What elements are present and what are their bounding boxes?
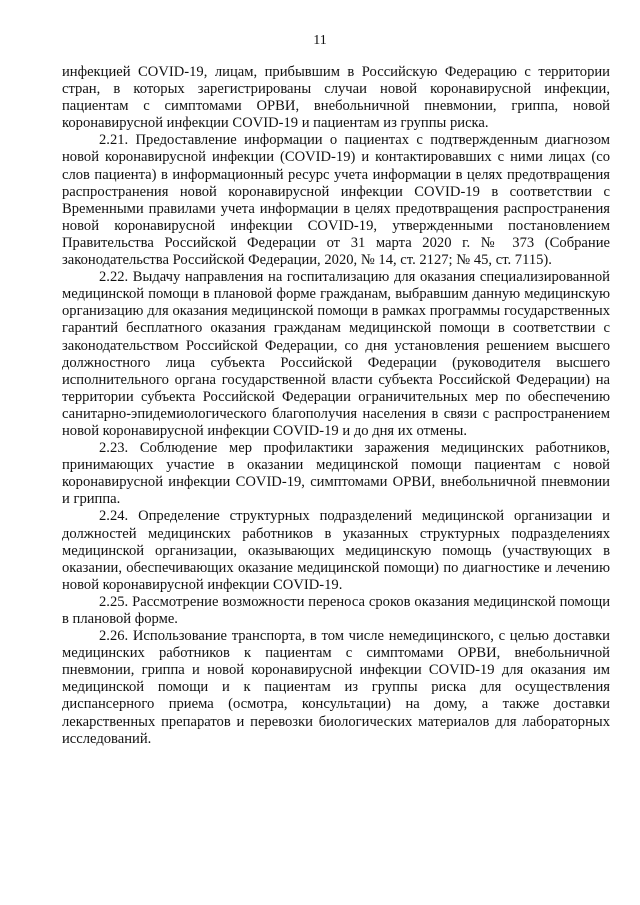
document-body — [62, 64, 610, 748]
paragraph-2-22: 2.22. Выдачу направления на госпитализацию для оказания специализированной медицинской помощи в плановой форме гражданам, выбравшим данную медицинскую организацию для оказания медицинской помощи в рамках программы государственных гарантий бесплатного оказания гражданам медицинской помощи в соответствии с законодательством Российской Федерации, со дня установления решением высшего должностного лица субъекта Российской Федерации (руководителя высшего исполнительного органа государственной власти субъекта Российской Федерации) на территории субъекта Российской Федерации ограничительных мер по обеспечению санитарно-эпидемиологического благополучия населения в связи с распространением новой коронавирусной инфекции COVID-19 и до дня их отмены. — [62, 269, 610, 439]
paragraph-2-23: 2.23. Соблюдение мер профилактики заражения медицинских работников, принимающих участие в оказании медицинской помощи пациентам с новой коронавирусной инфекции COVID-19, симптомами ОРВИ, внебольничной пневмонии и гриппа. — [62, 440, 610, 508]
paragraph-2-21: 2.21. Предоставление информации о пациентах с подтвержденным диагнозом новой коронавирусной инфекции (COVID-19) и контактировавших с ними лицах (со слов пациента) в информационный ресурс учета информации в целях предотвращения распространения новой коронавирусной инфекции COVID-19 в соответствии с Временными правилами учета информации в целях предотвращения распространения новой коронавирусной инфекции COVID-19, утвержденными постановлением Правительства Российской Федерации от 31 марта 2020 г. № 373 (Собрание законодательства Российской Федерации, 2020, № 14, ст. 2127; № 45, ст. 7115). — [62, 132, 610, 269]
page-number: 11 — [313, 33, 327, 48]
paragraph-2-26: 2.26. Использование транспорта, в том числе немедицинского, с целью доставки медицинских работников к пациентам с симптомами ОРВИ, внебольничной пневмонии, гриппа и новой коронавирусной инфекции COVID-19 для оказания им медицинской помощи и к пациентам из группы риска для осуществления диспансерного приема (осмотра, консультации) на дому, а также доставки лекарственных препаратов и перевозки биологических материалов для лабораторных исследований. — [62, 628, 610, 747]
paragraph-2-24: 2.24. Определение структурных подразделений медицинской организации и должностей медицинских работников в указанных структурных подразделениях медицинской организации, оказывающих медицинскую помощь (участвующих в оказании, обеспечивающих оказание медицинской помощи) по диагностике и лечению новой коронавирусной инфекции COVID-19. — [62, 508, 610, 593]
paragraph-continuation: инфекцией COVID-19, лицам, прибывшим в Российскую Федерацию с территории стран, в которых зарегистрированы случаи новой коронавирусной инфекции, пациентам с симптомами ОРВИ, внебольничной пневмонии, гриппа, новой коронавирусной инфекции COVID-19 и пациентам из группы риска. — [62, 64, 610, 132]
paragraph-2-25: 2.25. Рассмотрение возможности переноса сроков оказания медицинской помощи в плановой форме. — [62, 593, 610, 627]
